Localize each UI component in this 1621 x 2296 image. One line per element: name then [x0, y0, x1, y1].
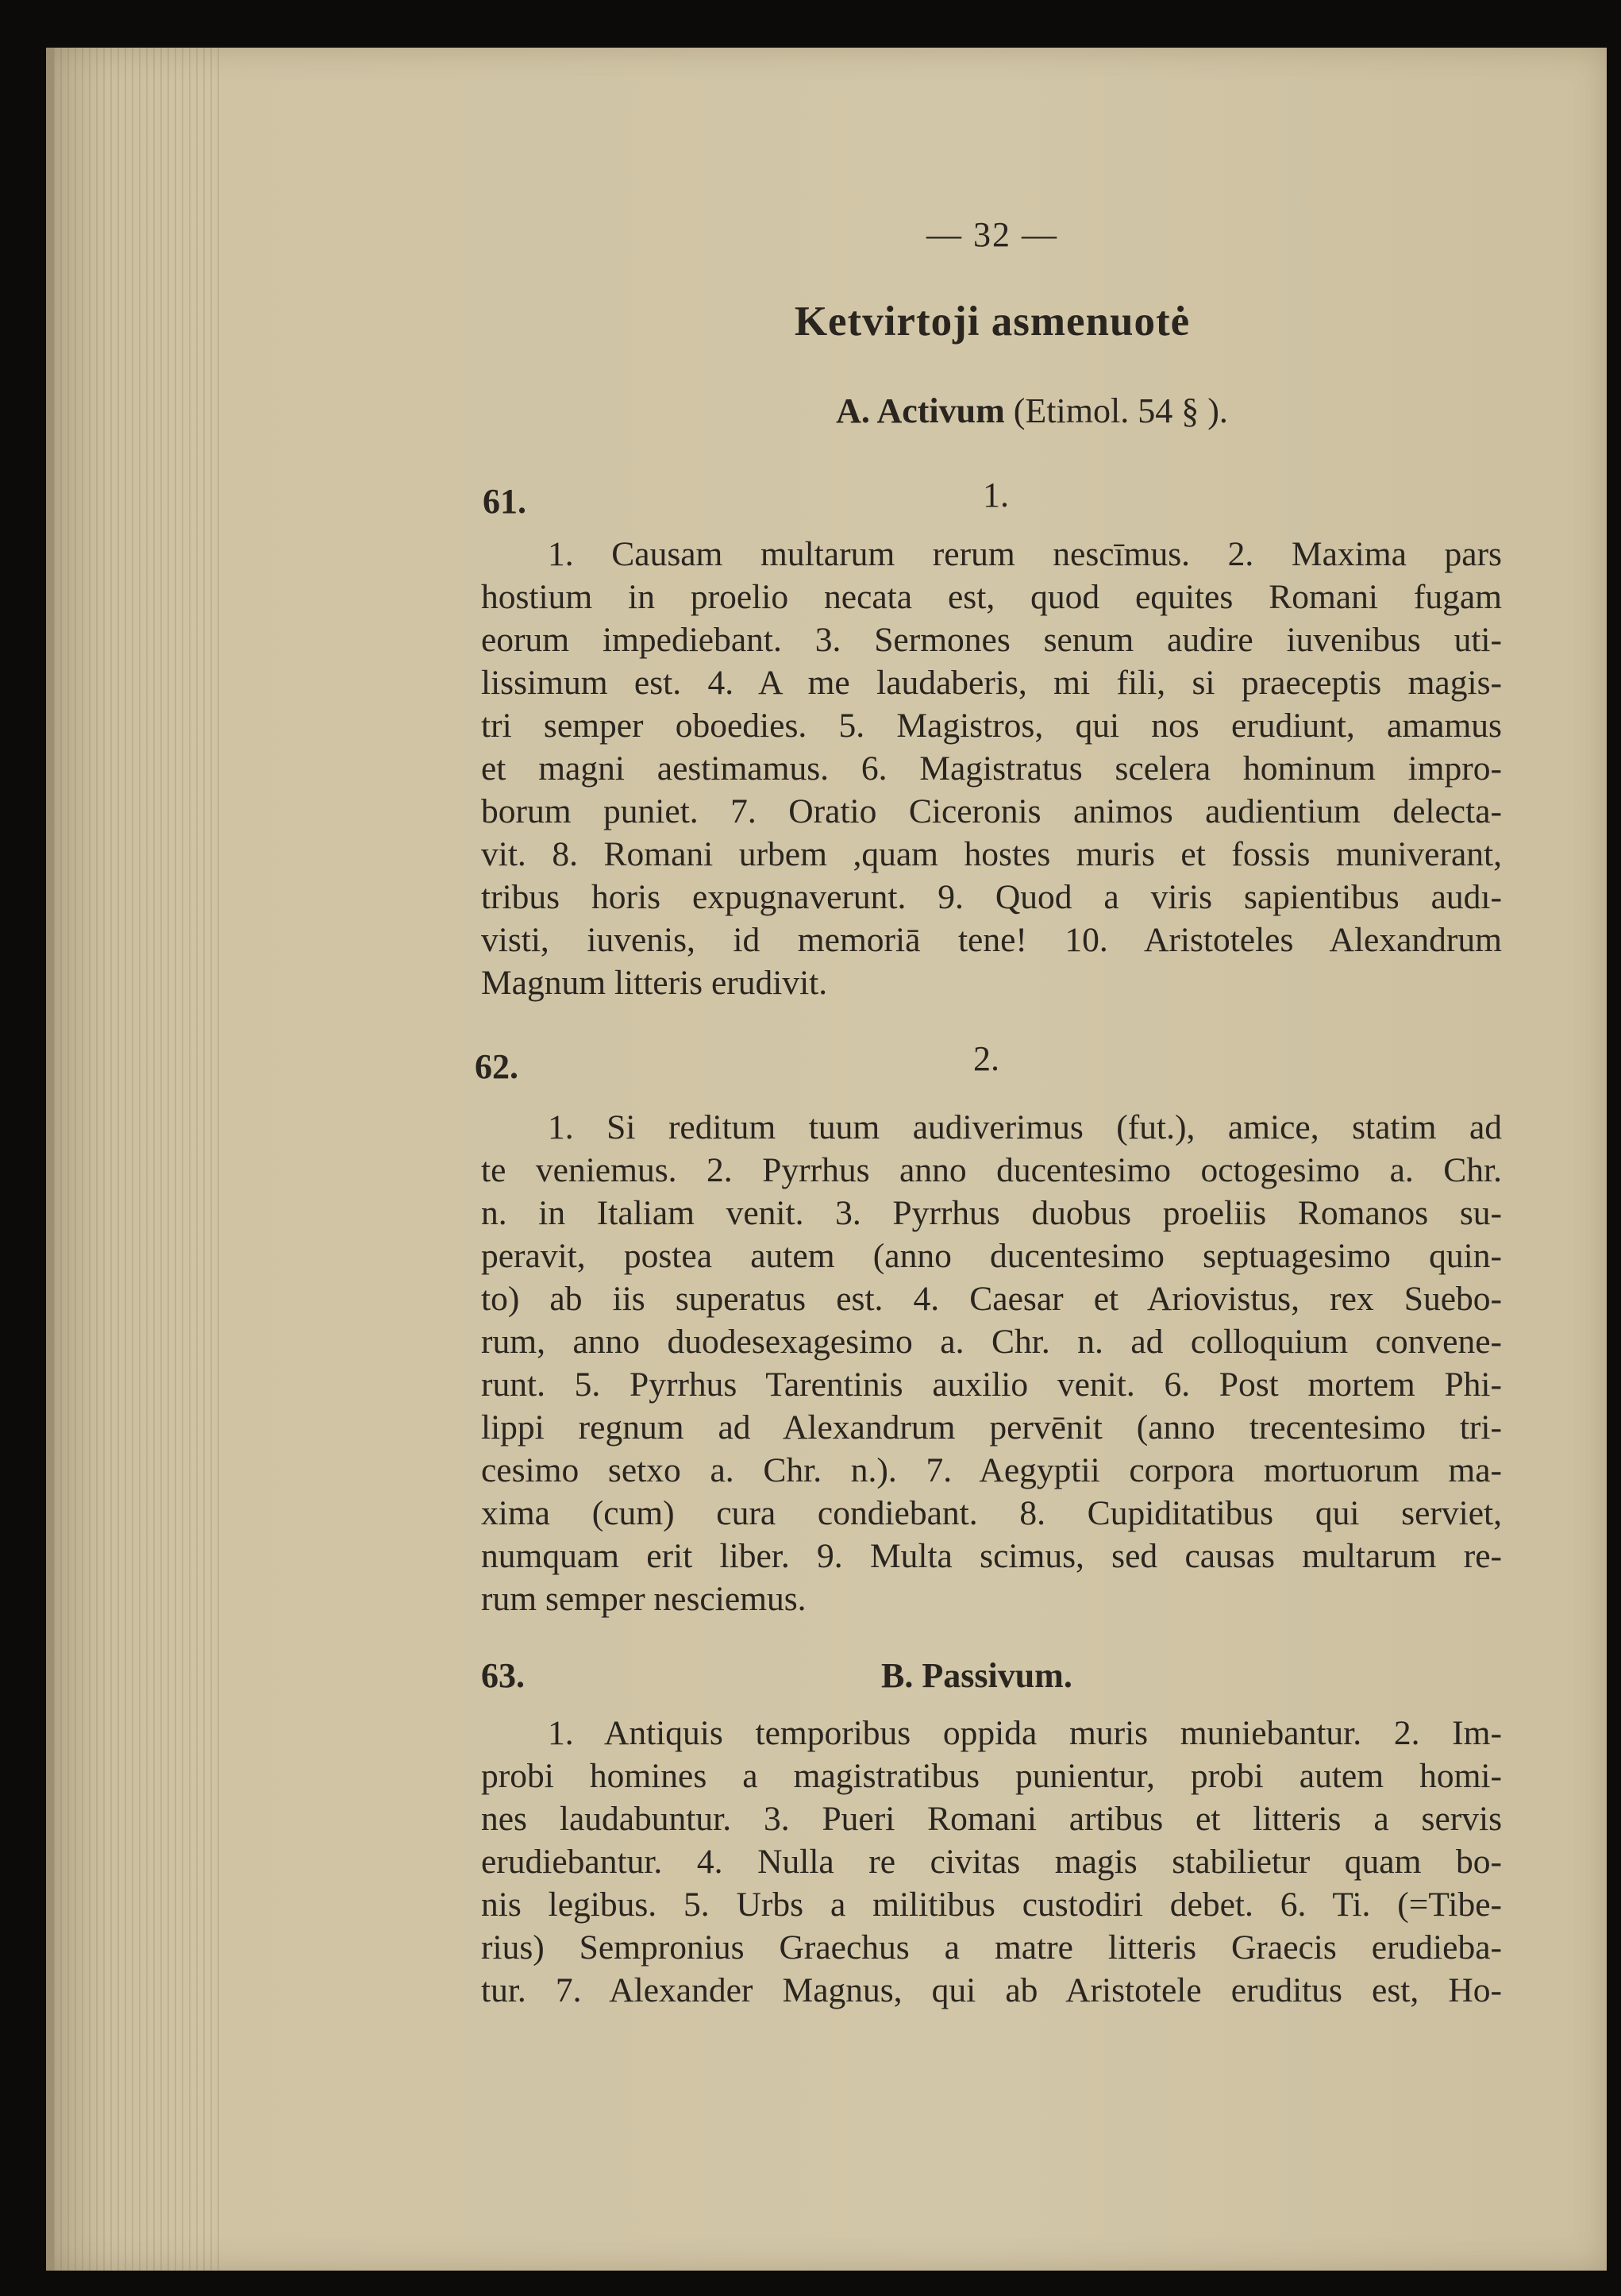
- text-line: lippi regnum ad Alexandrum pervēnit (anno trecentesimo tri-: [481, 1408, 1502, 1447]
- text-line: 1. Si reditum tuum audiverimus (fut.), amice, statim ad: [548, 1108, 1502, 1146]
- text-line: tribus horis expugnaverunt. 9. Quod a viris sapientibus audı-: [481, 878, 1502, 916]
- exercise-number: 62.: [475, 1047, 518, 1086]
- passivum-heading: B. Passivum.: [881, 1656, 1072, 1695]
- text-line: peravit, postea autem (anno ducentesimo septuagesimo quin-: [481, 1237, 1502, 1275]
- text-line: visti, iuvenis, id memoriā tene! 10. Aristoteles Alexandrum: [481, 921, 1502, 959]
- text-line: nes laudabuntur. 3. Pueri Romani artibus et litteris a servis: [481, 1800, 1502, 1838]
- text-line: cesimo setxo a. Chr. n.). 7. Aegyptii corpora mortuorum ma-: [481, 1451, 1502, 1489]
- text-line: to) ab iis superatus est. 4. Caesar et Ariovistus, rex Suebo-: [481, 1280, 1502, 1318]
- page-edge: [46, 48, 54, 2271]
- text-line: nis legibus. 5. Urbs a militibus custodiri debet. 6. Ti. (=Tibe-: [481, 1886, 1502, 1924]
- page-number: — 32 —: [926, 215, 1058, 254]
- text-line: xima (cum) cura condiebant. 8. Cupiditatibus qui serviet,: [481, 1494, 1502, 1532]
- text-line: Magnum litteris erudivit.: [481, 964, 828, 1002]
- text-line: 1. Causam multarum rerum nescīmus. 2. Maxima pars: [548, 535, 1502, 573]
- text-line: eorum impediebant. 3. Sermones senum audire iuvenibus uti-: [481, 621, 1502, 659]
- activum-label: A. Activum: [836, 391, 1005, 430]
- text-line: borum puniet. 7. Oratio Ciceronis animos audientium delecta-: [481, 792, 1502, 830]
- text-line: runt. 5. Pyrrhus Tarentinis auxilio venit. 6. Post mortem Phi-: [481, 1366, 1502, 1404]
- text-line: te veniemus. 2. Pyrrhus anno ducentesimo octogesimo a. Chr.: [481, 1151, 1502, 1189]
- exercise-number: 63.: [481, 1656, 525, 1695]
- text-line: lissimum est. 4. A me laudaberis, mi fili, si praeceptis magis-: [481, 664, 1502, 702]
- section-title: Ketvirtoji asmenuotė: [794, 299, 1191, 345]
- exercise-subnumber: 2.: [973, 1039, 999, 1078]
- text-line: tur. 7. Alexander Magnus, qui ab Aristotele eruditus est, Ho-: [481, 1971, 1502, 2009]
- text-line: hostium in proelio necata est, quod equites Romani fugam: [481, 578, 1502, 616]
- page-gutter: [46, 48, 221, 2271]
- text-line: probi homines a magistratibus punientur, probi autem homi-: [481, 1757, 1502, 1795]
- text-line: numquam erit liber. 9. Multa scimus, sed causas multarum re-: [481, 1537, 1502, 1575]
- text-line: rum, anno duodesexagesimo a. Chr. n. ad colloquium convene-: [481, 1323, 1502, 1361]
- text-line: rius) Sempronius Graechus a matre litteris Graecis erudieba-: [481, 1928, 1502, 1967]
- text-line: vit. 8. Romani urbem ,quam hostes muris et fossis muniverant,: [481, 835, 1502, 873]
- text-line: rum semper nesciemus.: [481, 1580, 807, 1618]
- exercise-number: 61.: [483, 482, 526, 521]
- text-line: n. in Italiam venit. 3. Pyrrhus duobus proeliis Romanos su-: [481, 1194, 1502, 1232]
- exercise-subnumber: 1.: [983, 476, 1009, 514]
- text-line: et magni aestimamus. 6. Magistratus scelera hominum impro-: [481, 749, 1502, 788]
- activum-reference: (Etimol. 54 § ).: [1013, 391, 1228, 430]
- text-line: 1. Antiquis temporibus oppida muris muniebantur. 2. Im-: [548, 1714, 1502, 1752]
- text-line: erudiebantur. 4. Nulla re civitas magis stabilietur quam bo-: [481, 1843, 1502, 1881]
- activum-heading: [714, 391, 1350, 431]
- text-line: tri semper oboedies. 5. Magistros, qui nos erudiunt, amamus: [481, 707, 1502, 745]
